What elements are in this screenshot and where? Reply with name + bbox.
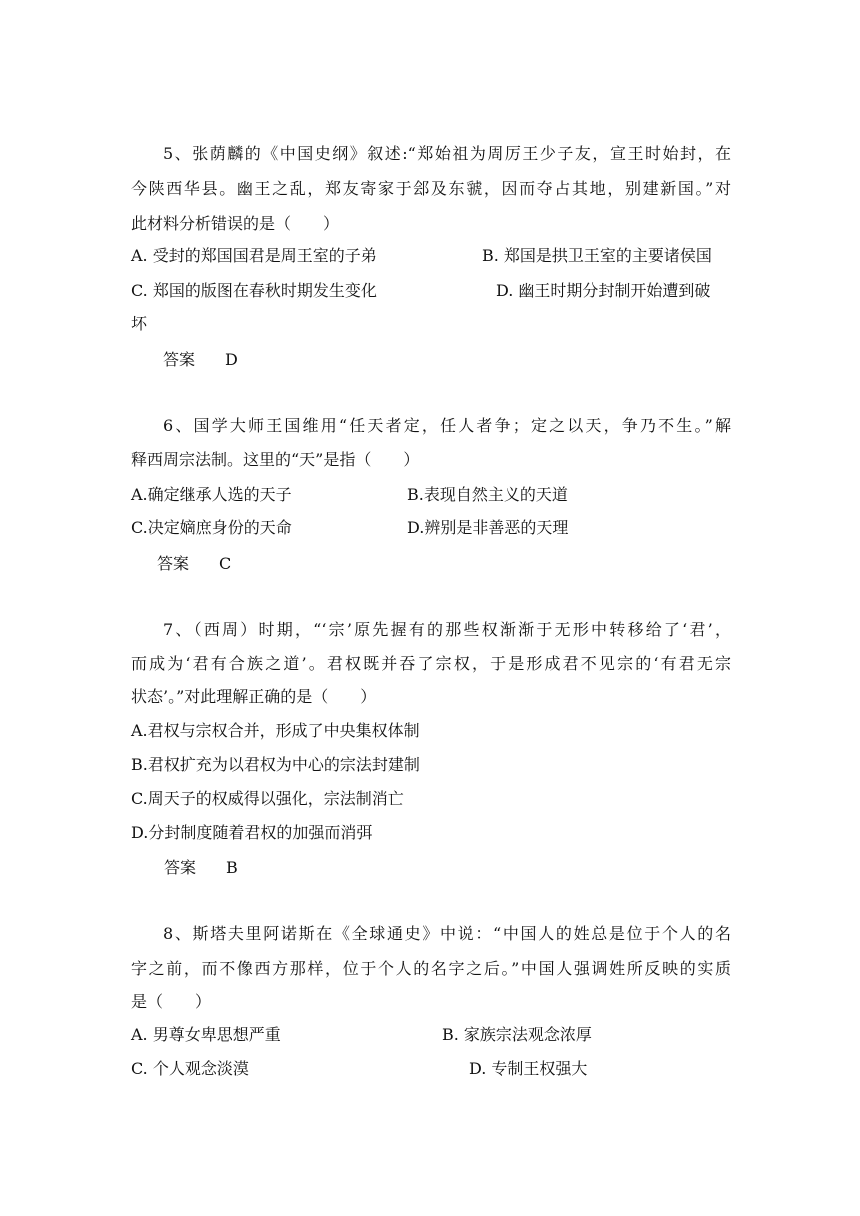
option-d: D. 专制王权强大 [469,1059,588,1078]
option-c: C. 个人观念淡漠 [131,1059,249,1078]
question-stem-line: 7、（西周）时期，“‘宗’原先握有的那些权渐渐于无形中转移给了‘君’， [163,620,731,639]
option-d: D. 幽王时期分封制开始遭到破 [496,281,711,300]
answer-row [164,855,238,878]
answer-value: C [219,554,232,573]
question-stem-line: 今陕西华县。幽王之乱，郑友寄家于郐及东虢，因而夺占其地，别建新国。”对 [131,179,731,198]
option-c: C.周天子的权威得以强化，宗法制消亡 [131,789,404,808]
answer-row [163,347,238,370]
answer-value: B [226,858,238,877]
answer-row [157,551,231,574]
question-stem-line: 5、张荫麟的《中国史纲》叙述:“郑始祖为周厉王少子友，宣王时始封，在 [163,144,731,163]
option-d: D.分封制度随着君权的加强而消弭 [131,823,373,842]
answer-value: D [225,350,238,369]
question-stem-line: 而成为‘君有合族之道’。君权既并吞了宗权，于是形成君不见宗的‘有君无宗 [131,654,731,673]
option-a: A.确定继承人选的天子 [131,485,292,504]
question-stem-line: 状态’。”对此理解正确的是（ ） [131,687,377,706]
option-c: C. 郑国的版图在春秋时期发生变化 [131,281,377,300]
option-b: B.表现自然主义的天道 [407,485,568,504]
question-stem-line: 8、斯塔夫里阿诺斯在《全球通史》中说：“中国人的姓总是位于个人的名 [163,924,731,943]
option-d-continuation: 坏 [131,314,148,333]
option-b: B. 郑国是拱卫王室的主要诸侯国 [482,246,712,265]
option-b: B.君权扩充为以君权为中心的宗法封建制 [131,755,420,774]
answer-label: 答案 [157,554,190,573]
option-a: A. 男尊女卑思想严重 [131,1025,281,1044]
answer-label: 答案 [164,858,197,877]
answer-label: 答案 [163,350,196,369]
option-a: A. 受封的郑国国君是周王室的子弟 [131,246,377,265]
question-stem-line: 字之前，而不像西方那样，位于个人的名字之后。”中国人强调姓所反映的实质 [131,959,731,978]
question-stem-line: 6、国学大师王国维用“任天者定，任人者争；定之以天，争乃不生。”解 [163,416,731,435]
option-b: B. 家族宗法观念浓厚 [442,1025,592,1044]
option-d: D.辨别是非善恶的天理 [407,518,569,537]
option-c: C.决定嫡庶身份的天命 [131,518,292,537]
question-stem-line: 释西周宗法制。这里的“天”是指（ ） [131,450,420,469]
option-a: A.君权与宗权合并，形成了中央集权体制 [131,721,420,740]
question-stem-line: 是（ ） [131,992,212,1011]
question-stem-line: 此材料分析错误的是（ ） [131,214,340,233]
